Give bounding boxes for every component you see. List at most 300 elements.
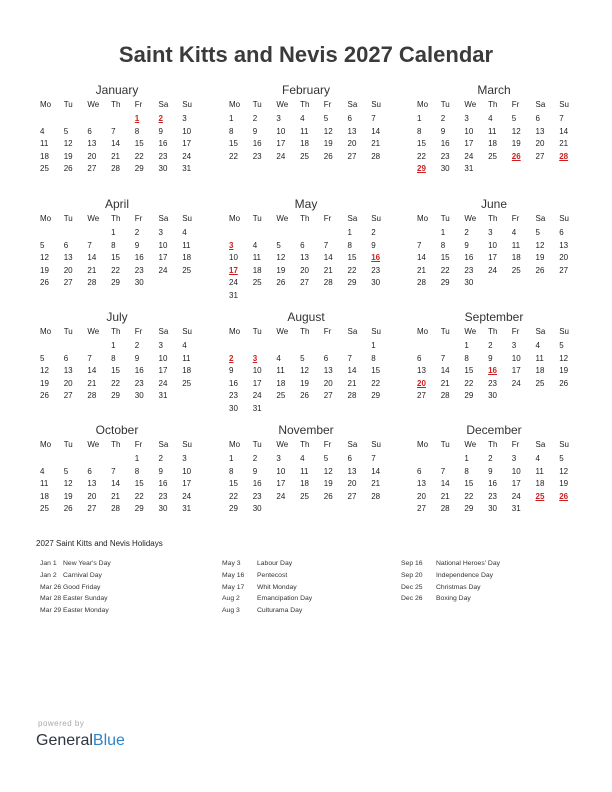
weekday-label: Th [300, 100, 310, 109]
day-cell: 20 [87, 491, 97, 501]
day-cell: 7 [559, 114, 564, 123]
day-cell: 20 [300, 265, 309, 275]
day-cell: 6 [63, 353, 69, 363]
holiday-name: Carnival Day [63, 571, 102, 579]
weekday-label: Mo [417, 440, 429, 449]
day-cell: 19 [535, 253, 545, 262]
day-cell: 23 [252, 491, 262, 501]
day-cell: 26 [323, 491, 333, 501]
day-cell: 24 [252, 391, 262, 400]
day-cell: 28 [440, 504, 450, 513]
day-cell: 11 [40, 139, 49, 148]
day-cell: 15 [440, 253, 450, 262]
weekday-label: Fr [323, 440, 332, 449]
page-title: Saint Kitts and Nevis 2027 Calendar [118, 42, 494, 67]
day-cell: 14 [87, 366, 97, 375]
weekday-label: Fr [511, 440, 520, 449]
day-cell: 29 [347, 278, 357, 287]
day-cell: 17 [464, 139, 474, 148]
weekday-label: Sa [347, 100, 358, 109]
day-cell: 26 [535, 265, 545, 275]
day-cell: 12 [559, 466, 569, 476]
day-cell: 5 [535, 228, 540, 237]
day-cell: 29 [134, 504, 144, 513]
holiday-date: Dec 26 [401, 595, 423, 603]
day-cell: 16 [158, 479, 168, 488]
day-cell: 19 [559, 479, 569, 488]
generalblue-logo[interactable] [36, 732, 125, 750]
day-cell: 2 [252, 114, 258, 123]
day-cell: 5 [276, 240, 281, 250]
day-cell: 23 [488, 491, 497, 501]
holiday-name: Emancipation Day [257, 595, 313, 603]
weekday-label: Fr [511, 214, 520, 223]
day-cell: 18 [182, 253, 192, 262]
weekday-label: Su [182, 440, 192, 449]
day-cell: 28 [87, 278, 97, 287]
day-cell: 28 [417, 278, 426, 287]
day-cell: 25 [40, 164, 49, 173]
day-cell: 15 [111, 253, 120, 262]
day-cell: 25 [182, 265, 192, 275]
day-cell: 7 [87, 240, 92, 250]
day-cell: 8 [464, 466, 469, 476]
day-cell: 30 [134, 278, 144, 287]
day-cell: 10 [182, 466, 192, 476]
day-cell: 5 [300, 353, 305, 363]
holiday-day: 1 [134, 114, 140, 123]
month-name: April [104, 197, 129, 211]
day-cell: 30 [158, 504, 168, 513]
day-cell: 21 [87, 265, 97, 275]
day-cell: 11 [182, 353, 191, 363]
day-cell: 29 [464, 504, 474, 513]
weekday-label: Tu [252, 100, 262, 109]
day-cell: 7 [440, 353, 446, 363]
day-cell: 12 [511, 126, 521, 136]
day-cell: 15 [111, 366, 120, 375]
weekday-label: Mo [417, 100, 429, 109]
day-cell: 17 [252, 378, 262, 388]
day-cell: 22 [229, 151, 238, 161]
brand-blue: Blue [92, 732, 125, 749]
month-name: September [464, 310, 524, 324]
day-cell: 27 [300, 278, 309, 287]
day-cell: 21 [347, 378, 357, 388]
day-cell: 7 [440, 466, 446, 476]
holiday-name: Pentecost [257, 571, 288, 579]
holiday-date: Jan 2 [40, 571, 57, 579]
day-cell: 15 [134, 479, 144, 488]
day-cell: 25 [40, 504, 49, 513]
day-cell: 19 [63, 491, 73, 501]
day-cell: 18 [40, 491, 49, 501]
day-cell: 25 [488, 151, 497, 161]
weekday-label: Su [559, 100, 569, 109]
day-cell: 8 [464, 353, 469, 363]
day-cell: 1 [111, 228, 116, 237]
day-cell: 9 [440, 126, 446, 136]
holiday-date: Aug 3 [222, 607, 240, 615]
day-cell: 4 [535, 341, 540, 350]
weekday-label: Su [182, 214, 192, 223]
day-cell: 8 [347, 240, 352, 250]
weekday-label: We [276, 327, 289, 336]
day-cell: 14 [440, 366, 450, 375]
weekday-label: We [87, 214, 100, 223]
day-cell: 2 [134, 341, 140, 350]
day-cell: 16 [134, 253, 144, 262]
holiday-day: 17 [229, 265, 238, 275]
day-cell: 7 [87, 353, 92, 363]
day-cell: 12 [323, 126, 333, 136]
day-cell: 17 [488, 253, 497, 262]
day-cell: 25 [511, 265, 521, 275]
day-cell: 10 [158, 240, 168, 250]
day-cell: 30 [252, 504, 262, 513]
day-cell: 17 [182, 139, 192, 148]
day-cell: 1 [229, 114, 234, 123]
day-cell: 2 [158, 454, 163, 463]
day-cell: 24 [158, 265, 168, 275]
day-cell: 22 [111, 378, 120, 388]
weekday-label: Sa [347, 327, 358, 336]
holiday-date: Jan 1 [40, 560, 57, 567]
day-cell: 7 [347, 353, 352, 363]
month-name: March [477, 83, 511, 97]
day-cell: 27 [87, 164, 97, 173]
day-cell: 5 [40, 240, 45, 250]
day-cell: 3 [511, 341, 517, 350]
weekday-label: Th [300, 327, 310, 336]
weekday-label: We [87, 327, 100, 336]
day-cell: 31 [252, 403, 262, 413]
weekday-label: Th [488, 214, 498, 223]
weekday-label: Sa [535, 327, 546, 336]
day-cell: 30 [440, 164, 450, 173]
holiday-date: Aug 2 [222, 595, 240, 603]
day-cell: 26 [40, 391, 49, 400]
holiday-date: Mar 28 [40, 595, 62, 603]
day-cell: 27 [417, 504, 426, 513]
day-cell: 22 [111, 265, 120, 275]
holiday-date: Mar 29 [40, 607, 62, 615]
day-cell: 24 [182, 151, 192, 161]
day-cell: 27 [87, 504, 97, 513]
holiday-name: New Year's Day [63, 560, 111, 567]
weekday-label: We [87, 100, 100, 109]
day-cell: 25 [276, 391, 286, 400]
day-cell: 29 [111, 278, 120, 287]
weekday-label: Tu [440, 327, 450, 336]
day-cell: 19 [40, 265, 49, 275]
day-cell: 9 [252, 126, 258, 136]
day-cell: 12 [323, 466, 333, 476]
holiday-day: 29 [417, 164, 426, 173]
day-cell: 16 [134, 366, 144, 375]
day-cell: 26 [63, 164, 73, 173]
weekday-label: Sa [347, 440, 358, 449]
day-cell: 13 [417, 479, 426, 488]
month-name: August [287, 310, 325, 324]
day-cell: 8 [371, 353, 376, 363]
day-cell: 18 [40, 151, 49, 161]
day-cell: 3 [511, 454, 517, 463]
day-cell: 11 [535, 466, 544, 476]
weekday-label: Tu [440, 440, 450, 449]
day-cell: 15 [229, 479, 238, 488]
day-cell: 15 [371, 366, 381, 375]
day-cell: 6 [63, 240, 69, 250]
day-cell: 6 [87, 126, 92, 136]
weekday-label: Th [300, 440, 310, 449]
day-cell: 17 [276, 479, 286, 488]
day-cell: 3 [276, 114, 281, 123]
day-cell: 11 [40, 479, 49, 488]
holiday-day: 25 [535, 491, 545, 501]
weekday-label: Mo [40, 214, 52, 223]
day-cell: 14 [347, 366, 357, 375]
day-cell: 2 [488, 454, 493, 463]
day-cell: 20 [559, 253, 569, 262]
day-cell: 18 [276, 378, 286, 388]
weekday-label: Th [488, 100, 498, 109]
day-cell: 19 [323, 479, 333, 488]
day-cell: 6 [300, 240, 305, 250]
weekday-label: Sa [535, 100, 546, 109]
holiday-name: Boxing Day [436, 595, 471, 603]
day-cell: 6 [347, 114, 352, 123]
day-cell: 9 [134, 240, 140, 250]
day-cell: 13 [347, 466, 357, 476]
day-cell: 12 [300, 366, 309, 375]
day-cell: 22 [464, 491, 474, 501]
weekday-label: Su [182, 327, 192, 336]
weekday-label: Fr [323, 214, 332, 223]
day-cell: 25 [535, 378, 545, 388]
day-cell: 23 [371, 265, 381, 275]
day-cell: 13 [300, 253, 309, 262]
day-cell: 23 [464, 265, 474, 275]
day-cell: 26 [40, 278, 49, 287]
day-cell: 25 [182, 378, 192, 388]
day-cell: 10 [511, 353, 521, 363]
day-cell: 15 [229, 139, 238, 148]
day-cell: 1 [229, 454, 234, 463]
weekday-label: Tu [63, 214, 73, 223]
day-cell: 10 [464, 126, 474, 136]
weekday-label: Su [371, 327, 381, 336]
holiday-name: Culturama Day [257, 607, 303, 615]
day-cell: 8 [134, 126, 140, 136]
weekday-label: Su [371, 440, 381, 449]
day-cell: 3 [464, 114, 469, 123]
weekday-label: Sa [158, 100, 169, 109]
day-cell: 3 [158, 228, 163, 237]
day-cell: 9 [134, 353, 140, 363]
day-cell: 29 [464, 391, 474, 400]
day-cell: 1 [134, 454, 140, 463]
day-cell: 8 [134, 466, 140, 476]
day-cell: 6 [323, 353, 329, 363]
day-cell: 12 [535, 240, 545, 250]
weekday-label: Th [111, 100, 121, 109]
day-cell: 13 [417, 366, 426, 375]
day-cell: 4 [300, 454, 305, 463]
day-cell: 23 [229, 391, 238, 400]
day-cell: 14 [323, 253, 333, 262]
day-cell: 24 [511, 378, 521, 388]
holiday-name: Good Friday [63, 583, 101, 591]
day-cell: 18 [535, 366, 545, 375]
day-cell: 5 [511, 114, 517, 123]
day-cell: 14 [87, 253, 97, 262]
day-cell: 5 [63, 126, 69, 136]
weekday-label: Fr [511, 100, 520, 109]
weekday-label: Tu [63, 327, 73, 336]
day-cell: 30 [371, 278, 381, 287]
day-cell: 13 [63, 253, 73, 262]
day-cell: 3 [158, 341, 163, 350]
weekday-label: Sa [535, 440, 546, 449]
day-cell: 3 [276, 454, 281, 463]
day-cell: 26 [323, 151, 333, 161]
weekday-label: Su [559, 327, 569, 336]
day-cell: 16 [252, 139, 262, 148]
day-cell: 22 [464, 378, 474, 388]
day-cell: 4 [511, 228, 517, 237]
holiday-name: Easter Monday [63, 607, 109, 615]
day-cell: 5 [559, 341, 564, 350]
day-cell: 20 [347, 479, 357, 488]
day-cell: 16 [488, 479, 497, 488]
day-cell: 19 [559, 366, 569, 375]
day-cell: 17 [158, 253, 168, 262]
day-cell: 12 [276, 253, 286, 262]
day-cell: 4 [535, 454, 540, 463]
day-cell: 13 [347, 126, 357, 136]
day-cell: 18 [511, 253, 521, 262]
day-cell: 12 [559, 353, 569, 363]
month-name: May [294, 197, 318, 211]
day-cell: 28 [347, 391, 357, 400]
day-cell: 1 [347, 228, 352, 237]
day-cell: 24 [464, 151, 474, 161]
weekday-label: Fr [511, 327, 520, 336]
day-cell: 26 [300, 391, 309, 400]
day-cell: 11 [276, 366, 285, 375]
day-cell: 27 [63, 278, 73, 287]
weekday-label: We [464, 327, 477, 336]
day-cell: 9 [252, 466, 258, 476]
day-cell: 12 [63, 139, 73, 148]
weekday-label: Mo [40, 440, 52, 449]
day-cell: 14 [417, 253, 426, 262]
day-cell: 27 [323, 391, 333, 400]
day-cell: 28 [87, 391, 97, 400]
day-cell: 5 [40, 353, 45, 363]
day-cell: 31 [158, 391, 168, 400]
day-cell: 2 [464, 228, 469, 237]
day-cell: 26 [559, 378, 569, 388]
day-cell: 4 [488, 114, 493, 123]
weekday-label: Su [371, 100, 381, 109]
day-cell: 18 [535, 479, 545, 488]
day-cell: 17 [511, 479, 521, 488]
day-cell: 20 [347, 139, 357, 148]
day-cell: 5 [323, 454, 329, 463]
day-cell: 24 [182, 491, 192, 501]
day-cell: 6 [417, 466, 422, 476]
holiday-date: May 16 [222, 571, 245, 579]
weekday-label: We [276, 440, 289, 449]
day-cell: 30 [464, 278, 474, 287]
day-cell: 21 [111, 491, 120, 501]
day-cell: 30 [488, 391, 497, 400]
day-cell: 14 [371, 126, 381, 136]
day-cell: 22 [440, 265, 450, 275]
day-cell: 3 [182, 114, 187, 123]
day-cell: 15 [134, 139, 144, 148]
day-cell: 16 [158, 139, 168, 148]
day-cell: 21 [371, 479, 381, 488]
day-cell: 29 [440, 278, 450, 287]
day-cell: 4 [300, 114, 305, 123]
weekday-label: Mo [229, 100, 241, 109]
day-cell: 2 [440, 114, 446, 123]
day-cell: 22 [134, 491, 144, 501]
weekday-label: Tu [63, 440, 73, 449]
weekday-label: Th [488, 327, 498, 336]
holiday-date: Sep 16 [401, 560, 423, 567]
day-cell: 4 [252, 240, 258, 250]
weekday-label: Fr [323, 100, 332, 109]
day-cell: 15 [347, 253, 357, 262]
day-cell: 13 [323, 366, 333, 375]
day-cell: 4 [40, 126, 45, 136]
day-cell: 11 [535, 353, 544, 363]
holiday-name: Labour Day [257, 560, 293, 567]
month-name: July [106, 310, 128, 324]
weekday-label: Tu [252, 214, 262, 223]
month-name: February [281, 83, 331, 97]
weekday-label: We [276, 100, 289, 109]
day-cell: 31 [229, 290, 238, 300]
day-cell: 15 [464, 479, 474, 488]
day-cell: 8 [440, 240, 446, 250]
day-cell: 7 [371, 114, 376, 123]
day-cell: 10 [229, 253, 238, 262]
day-cell: 5 [63, 466, 69, 476]
day-cell: 2 [252, 454, 258, 463]
day-cell: 5 [559, 454, 564, 463]
day-cell: 25 [252, 278, 262, 287]
weekday-label: Sa [158, 440, 169, 449]
day-cell: 7 [417, 240, 422, 250]
day-cell: 8 [111, 240, 116, 250]
weekday-label: Mo [229, 214, 241, 223]
day-cell: 6 [535, 114, 540, 123]
weekday-label: We [87, 440, 100, 449]
weekday-label: We [464, 440, 477, 449]
day-cell: 10 [252, 366, 262, 375]
day-cell: 6 [87, 466, 92, 476]
weekday-label: Sa [347, 214, 358, 223]
day-cell: 14 [111, 139, 120, 148]
day-cell: 13 [87, 479, 97, 488]
day-cell: 8 [229, 126, 234, 136]
day-cell: 20 [323, 378, 333, 388]
